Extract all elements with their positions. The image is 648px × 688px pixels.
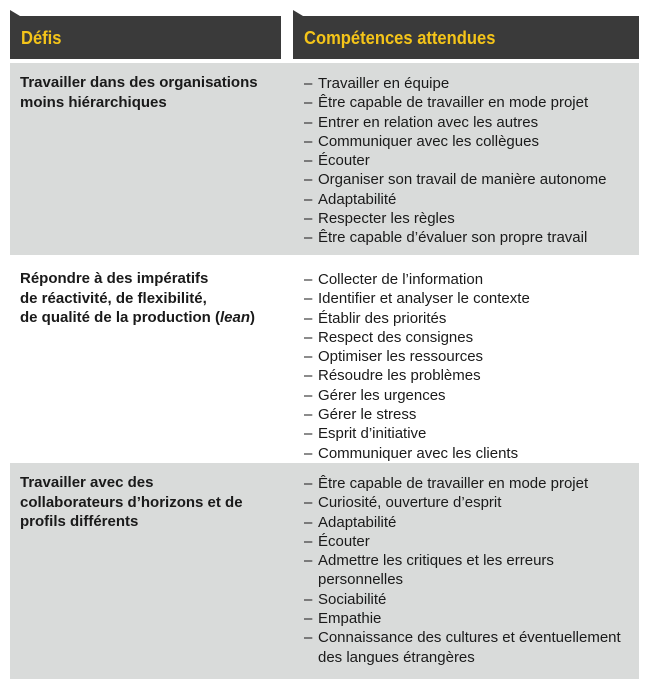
challenge-cell — [20, 473, 290, 532]
table-row — [10, 63, 639, 255]
challenge-cell — [20, 269, 290, 328]
challenge-cell — [20, 73, 290, 112]
challenge-line: Travailler dans des organisations — [20, 74, 258, 91]
skill-item: – Identifier et analyser le contexte — [304, 289, 639, 308]
skill-item: – Connaissance des cultures et éventuellement des langues étrangères — [304, 628, 639, 667]
skill-item: – Établir des priorités — [304, 309, 639, 328]
skill-item: – Être capable d’évaluer son propre travail — [304, 228, 639, 247]
challenge-text: de qualité de la production ( — [20, 309, 221, 326]
skill-item: – Gérer les urgences — [304, 386, 639, 405]
skill-item: – Gérer le stress — [304, 405, 639, 424]
table-row — [10, 463, 639, 679]
skill-item: – Esprit d’initiative — [304, 424, 639, 443]
skill-item: – Collecter de l’information — [304, 270, 639, 289]
header-skills — [293, 16, 639, 59]
skill-item: – Sociabilité — [304, 590, 639, 609]
header-tab-decoration — [10, 10, 20, 16]
skill-item: – Optimiser les ressources — [304, 347, 639, 366]
challenge-line: de réactivité, de flexibilité, — [20, 289, 207, 307]
skill-item: – Respect des consignes — [304, 328, 639, 347]
skill-item: – Respecter les règles — [304, 209, 639, 228]
skills-list — [304, 474, 639, 667]
table-row — [10, 259, 639, 462]
challenge-italic-term: lean — [220, 309, 251, 326]
challenge-line: moins hiérarchiques — [20, 93, 167, 111]
skill-item: – Être capable de travailler en mode projet — [304, 93, 639, 112]
skills-list — [304, 270, 639, 463]
header-challenges-label: Défis — [21, 28, 62, 48]
skill-item: – Organiser son travail de manière autonome — [304, 170, 639, 189]
header-tab-decoration — [293, 10, 303, 16]
skill-item: – Communiquer avec les clients — [304, 444, 639, 463]
skill-item: – Admettre les critiques et les erreurs personnelles — [304, 551, 639, 590]
skill-item: – Travailler en équipe — [304, 74, 639, 93]
challenge-text: ) — [250, 309, 256, 326]
challenge-line — [20, 308, 290, 328]
skill-item: – Adaptabilité — [304, 190, 639, 209]
challenge-line: collaborateurs d’horizons et de — [20, 493, 243, 511]
skill-item: – Communiquer avec les collègues — [304, 132, 639, 151]
skill-item: – Curiosité, ouverture d’esprit — [304, 493, 639, 512]
challenge-line: profils différents — [20, 513, 139, 530]
skill-item: – Résoudre les problèmes — [304, 366, 639, 385]
skill-item: – Adaptabilité — [304, 513, 639, 532]
header-challenges — [10, 16, 281, 59]
challenge-line: Travailler avec des — [20, 474, 154, 491]
header-skills-label: Compétences attendues — [304, 28, 496, 48]
challenge-line: Répondre à des impératifs — [20, 270, 209, 287]
skill-item: – Écouter — [304, 532, 639, 551]
skill-item: – Être capable de travailler en mode projet — [304, 474, 639, 493]
skill-item: – Entrer en relation avec les autres — [304, 113, 639, 132]
skill-item: – Écouter — [304, 151, 639, 170]
skills-list — [304, 74, 639, 248]
skill-item: – Empathie — [304, 609, 639, 628]
